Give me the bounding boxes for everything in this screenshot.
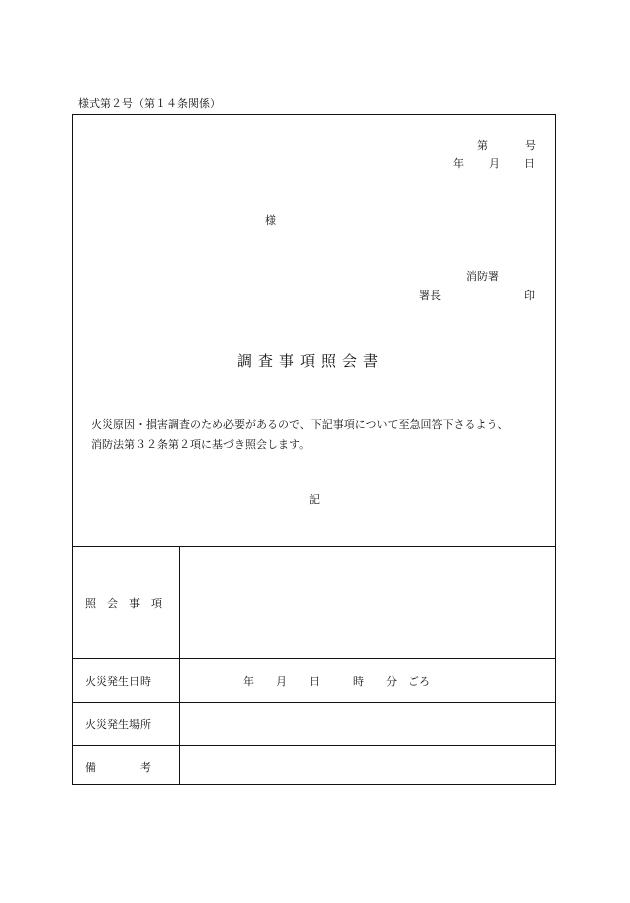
body-line-2: 消防法第３２条第２項に基づき照会します。 (91, 438, 311, 451)
fire-datetime-value: 年 月 日 時 分 ごろ (243, 675, 430, 688)
form-number-label: 様式第２号（第１４条関係） (78, 97, 221, 110)
number-suffix: 号 (525, 139, 536, 152)
date-year: 年 (453, 157, 464, 170)
row-divider (73, 702, 555, 703)
date-day: 日 (524, 157, 535, 170)
table-row-label-location: 火災発生場所 (85, 718, 151, 731)
table-row-label-remarks: 備 考 (85, 761, 151, 774)
table-row-label-datetime: 火災発生日時 (85, 675, 151, 688)
station-chief-label: 署長 (419, 289, 441, 302)
body-line-1: 火災原因・損害調査のため必要があるので、下記事項について至急回答下さるよう、 (91, 418, 509, 431)
table-top-border (73, 546, 555, 547)
ki-mark: 記 (309, 493, 320, 506)
date-month: 月 (489, 157, 500, 170)
table-row-label-inquiry: 照 会 事 項 (85, 597, 162, 610)
row-divider (73, 745, 555, 746)
row-divider (73, 658, 555, 659)
form-frame (72, 114, 556, 785)
addressee-honorific: 様 (265, 214, 276, 227)
document-title: 調査事項照会書 (237, 352, 385, 370)
column-divider (179, 546, 180, 784)
number-prefix: 第 (477, 139, 488, 152)
fire-station-name: 消防署 (466, 270, 499, 283)
seal-mark: 印 (524, 289, 535, 302)
